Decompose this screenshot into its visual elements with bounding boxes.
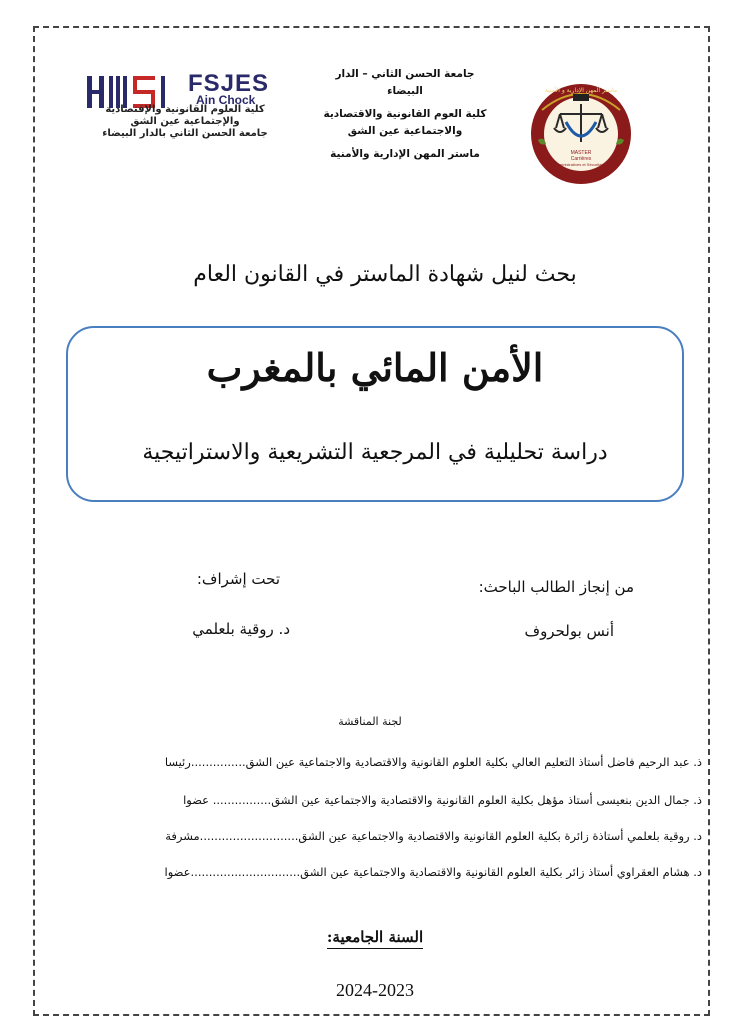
academic-year: 2024-2023 bbox=[336, 980, 414, 1000]
uni-line: والاجتماعية عين الشق bbox=[347, 125, 463, 137]
fsjes-ar-line: جامعة الحسن الثاني بالدار البيضاء bbox=[102, 128, 268, 139]
jury-member: د. روقية بلعلمي أستاذة زائرة بكلية العلوم القانونية والاقتصادية والاجتماعية عين الشق...........................مشرفة bbox=[165, 829, 702, 843]
degree-line: بحث لنيل شهادة الماستر في القانون العام bbox=[193, 262, 577, 287]
seal-ring-text: ماستر المهن الإدارية و الأمنية bbox=[544, 87, 618, 94]
uni-line: البيضاء bbox=[387, 85, 423, 97]
master-seal-icon bbox=[520, 80, 642, 188]
uni-line: جامعة الحسن الثاني – الدار bbox=[335, 68, 475, 80]
uni-line: كلية العوم القانونية والاقتصادية bbox=[323, 108, 487, 120]
uni-line: ماستر المهن الإدارية والأمنية bbox=[330, 148, 480, 160]
seal-line1: MASTER bbox=[570, 150, 592, 156]
academic-year-label bbox=[270, 928, 480, 946]
fsjes-sub: Ain Chock bbox=[196, 93, 256, 107]
thesis-subtitle: دراسة تحليلية في المرجعية التشريعية والاستراتيجية bbox=[142, 440, 608, 465]
jury-member: ذ. عبد الرحيم فاضل أستاذ التعليم العالي بكلية العلوم القانونية والاقتصادية والاجتماعية عين الشق...............رئيسا bbox=[164, 755, 702, 769]
student-label: من إنجاز الطالب الباحث: bbox=[478, 578, 634, 596]
thesis-title: الأمن المائي بالمغرب bbox=[206, 345, 544, 390]
fsjes-arabic bbox=[80, 104, 290, 140]
jury-member: د. هشام العقراوي أستاذ زائر بكلية العلوم القانونية والاقتصادية والاجتماعية عين الشق..............................عضوا bbox=[164, 865, 702, 879]
university-info bbox=[320, 66, 490, 163]
fsjes-ar-line: والإجتماعية عين الشق bbox=[130, 116, 240, 127]
fsjes-abbr: FSJES bbox=[188, 70, 270, 97]
seal-line2: Carrières bbox=[570, 156, 592, 162]
student-name: أنس بولحروف bbox=[524, 622, 614, 640]
supervisor-label: تحت إشراف: bbox=[196, 570, 280, 588]
academic-year-label-text: السنة الجامعية: bbox=[327, 928, 423, 949]
supervisor-name: د. روقية بلعلمي bbox=[192, 620, 290, 638]
jury-member: ذ. جمال الدين بنعيسى أستاذ مؤهل بكلية العلوم القانونية والاقتصادية والاجتماعية عين الشق................ عضوا bbox=[183, 793, 702, 807]
seal-line3: Administratives et Sécuritaires bbox=[554, 162, 608, 167]
jury-heading: لجنة المناقشة bbox=[338, 715, 402, 728]
fsjes-ar-line: كلية العلوم القانونية والإقتصادية bbox=[105, 104, 265, 115]
